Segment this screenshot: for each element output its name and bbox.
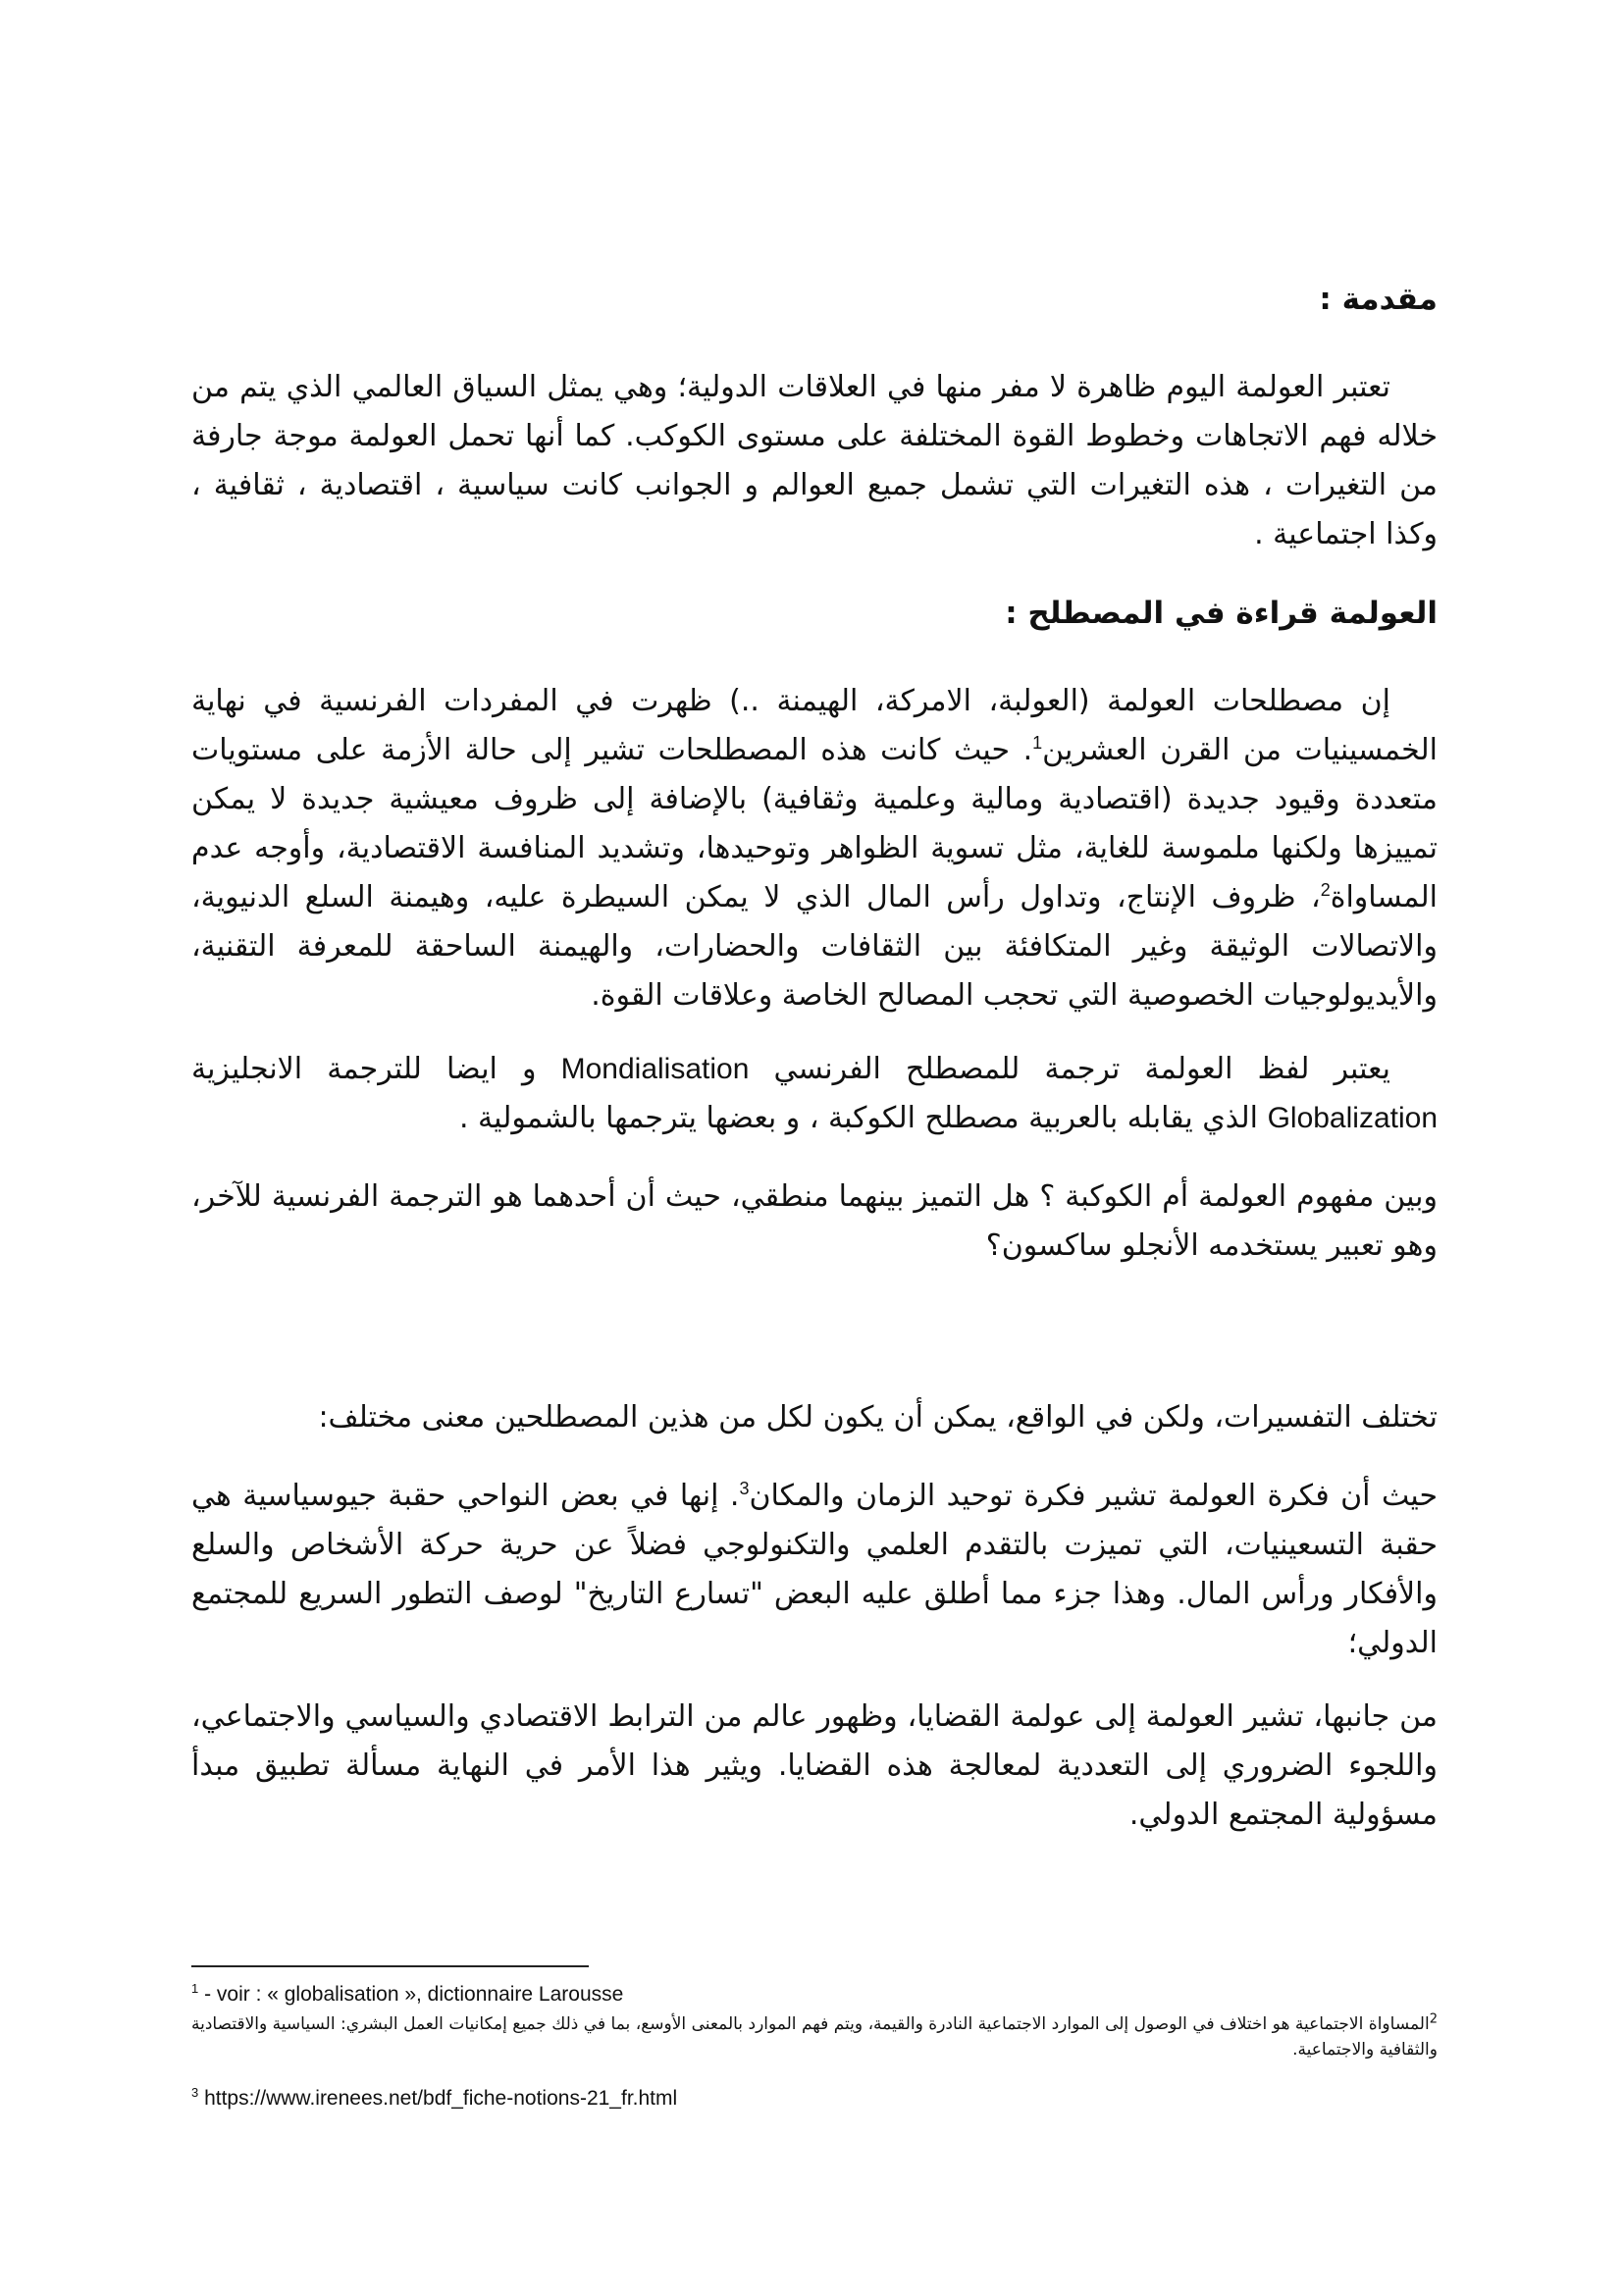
footnote-1-text: - voir : « globalisation », dictionnaire Larousse: [198, 1983, 624, 2006]
paragraph-interpretations: تختلف التفسيرات، ولكن في الواقع، يمكن أن يكون لكل من هذين المصطلحين معنى مختلف:: [318, 1400, 1438, 1435]
paragraph-mondialisation-part-1: يعتبر لفظ العولمة ترجمة للمصطلح الفرنسي: [749, 1052, 1390, 1086]
paragraph-idea: [191, 1472, 1438, 1668]
paragraph-idea-part-1: حيث أن فكرة العولمة تشير فكرة توحيد الزمان والمكان: [749, 1479, 1439, 1513]
footnote-1: [191, 1980, 1438, 2009]
paragraph-idea-part-2: . إنها في بعض النواحي حقبة جيوسياسية هي حقبة التسعينيات، التي تميزت بالتقدم العلمي والتكنولوجي فضلاً عن حرية حركة الأشخاص والسلع والأفكار ورأس المال. وهذا جزء مما أطلق عليه البعض "تسارع التاريخ" لوصف التطور السريع للمجتمع الدولي؛: [191, 1479, 1438, 1660]
footnote-3-link[interactable]: https://www.irenees.net/bdf_fiche-notions-21_fr.html: [198, 2087, 678, 2110]
paragraph-question: وبين مفهوم العولمة أم الكوكبة ؟ هل التميز بينهما منطقي، حيث أن أحدهما هو الترجمة الفرنسية للآخر، وهو تعبير يستخدمه الأنجلو ساكسون؟: [191, 1179, 1438, 1263]
paragraph-mondialisation-part-2: و ايضا للترجمة الانجليزية: [191, 1052, 561, 1086]
footnote-ref-1[interactable]: 1: [1032, 733, 1043, 753]
paragraph-conclusion: من جانبها، تشير العولمة إلى عولمة القضايا، وظهور عالم من الترابط الاقتصادي والسياسي والاجتماعي، واللجوء الضروري إلى التعددية لمعالجة هذه القضايا. ويثير هذا الأمر في النهاية مسألة تطبيق مبدأ مسؤولية المجتمع الدولي.: [191, 1699, 1438, 1832]
footnote-3: [191, 2084, 1438, 2113]
footnote-2-text: المساواة الاجتماعية هو اختلاف في الوصول إلى الموارد الاجتماعية النادرة والقيمة، ويتم فهم الموارد بالمعنى الأوسع، بما في ذلك جميع إمكانيات العمل البشري: السياسية والاقتصادية والثقافية والاجتماعية.: [191, 2014, 1438, 2060]
paragraph-intro: تعتبر العولمة اليوم ظاهرة لا مفر منها في العلاقات الدولية؛ وهي يمثل السياق العالمي الذي يتم من خلاله فهم الاتجاهات وخطوط القوة المختلفة على مستوى الكوكب. كما أنها تحمل العولمة موجة جارفة من التغيرات ، هذه التغيرات التي تشمل جميع العوالم و الجوانب كانت سياسية ، اقتصادية ، ثقافية ، وكذا اجتماعية .: [191, 370, 1438, 551]
footnote-2: [191, 2011, 1438, 2062]
section-heading-intro: مقدمة :: [1319, 282, 1438, 317]
footnote-1-number: 1: [191, 1981, 199, 1996]
footnote-ref-3[interactable]: 3: [739, 1479, 750, 1498]
paragraph-term-part-1: إن مصطلحات العولمة (العولبة، الامركة، الهيمنة ..) ظهرت في المفردات الفرنسية في نهاية الخمسينيات من القرن العشرين: [191, 684, 1438, 767]
paragraph-mondialisation-part-3: الذي يقابله بالعربية مصطلح الكوكبة ، و بعضها يترجمها بالشمولية .: [458, 1101, 1268, 1135]
paragraph-mondialisation: [191, 1045, 1438, 1143]
footnote-2-number: 2: [1429, 2011, 1438, 2027]
footnote-3-number: 3: [191, 2085, 199, 2100]
footnote-divider: [191, 1965, 589, 1967]
paragraph-term-part-3: ، ظروف الإنتاج، وتداول رأس المال الذي لا يمكن السيطرة عليه، وهيمنة السلع الدنيوية، والاتصالات الوثيقة وغير المتكافئة بين الثقافات والحضارات، والهيمنة الساحقة للمعرفة التقنية، والأيديولوجيات الخصوصية التي تحجب المصالح الخاصة وعلاقات القوة.: [191, 880, 1438, 1013]
paragraph-term: [191, 677, 1438, 1020]
term-mondialisation: Mondialisation: [560, 1053, 750, 1085]
term-globalization: Globalization: [1267, 1102, 1438, 1134]
section-heading-term: العولمة قراءة في المصطلح :: [1005, 596, 1438, 631]
footnote-ref-2[interactable]: 2: [1320, 880, 1331, 900]
paragraph-term-part-2: . حيث كانت هذه المصطلحات تشير إلى حالة الأزمة على مستويات متعددة وقيود جديدة (اقتصادية ومالية وعلمية وثقافية) بالإضافة إلى ظروف معيشية جديدة لا يمكن تمييزها ولكنها ملموسة للغاية، مثل تسوية الظواهر وتوحيدها، وتشديد المنافسة الاقتصادية، وأوجه عدم المساواة: [191, 733, 1438, 914]
